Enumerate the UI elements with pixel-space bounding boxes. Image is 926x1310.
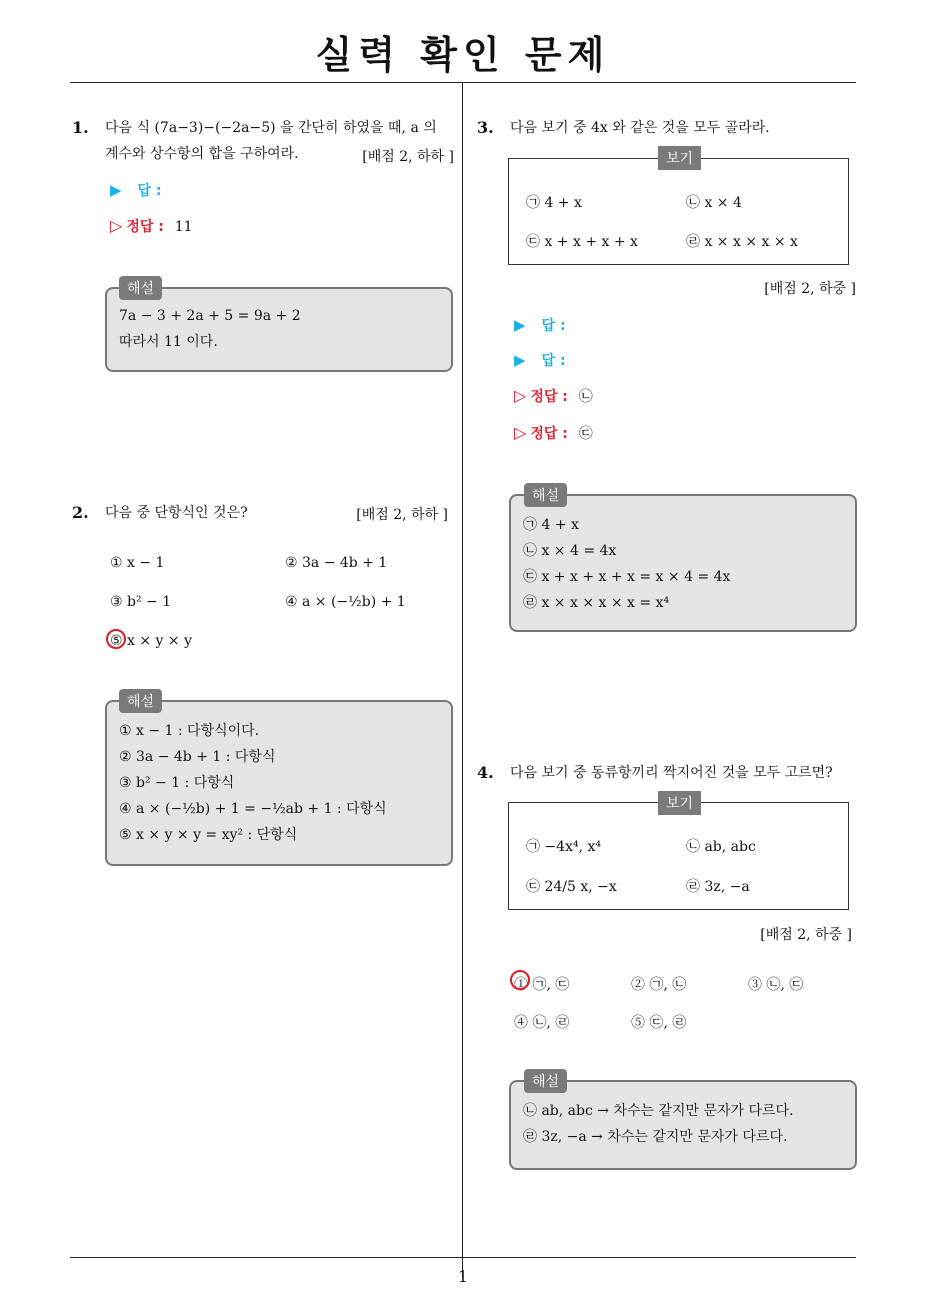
expl-line: ㉡ ab, abc → 차수는 같지만 문자가 다르다.: [523, 1103, 794, 1119]
correct-value: 11: [174, 219, 193, 235]
expl-line: ㉢ x + x + x + x = x × 4 = 4x: [523, 569, 731, 585]
triangle-outline-icon: ▷: [514, 423, 527, 442]
q2-option-3[interactable]: ③ b² − 1: [110, 594, 172, 610]
q3-answer-row-2[interactable]: [514, 350, 566, 370]
q3-answer-row-1[interactable]: [514, 315, 566, 335]
expl-line: ② 3a − 4b + 1 : 다항식: [119, 749, 276, 765]
q3-bogi-item: ㉢ x + x + x + x: [526, 234, 638, 250]
play-icon: ▶: [110, 181, 122, 199]
top-rule: [70, 82, 856, 83]
answer-label: 답 :: [137, 183, 162, 199]
expl-line: ㉣ 3z, −a → 차수는 같지만 문자가 다르다.: [523, 1129, 788, 1145]
selected-answer-circle: [106, 629, 126, 649]
triangle-outline-icon: ▷: [514, 386, 527, 405]
q4-option-4[interactable]: ④ ㉡, ㉣: [514, 1015, 570, 1031]
expl-line: 따라서 11 이다.: [119, 334, 218, 350]
q3-correct-row-2: [514, 423, 593, 443]
q4-text: 다음 보기 중 동류항끼리 짝지어진 것을 모두 고르면?: [510, 765, 833, 781]
q1-text-line2: 계수와 상수항의 합을 구하여라.: [105, 146, 299, 162]
q2-explanation-tag: 해설: [119, 689, 162, 713]
q3-bogi-tag: 보기: [658, 146, 701, 170]
answer-label: 답 :: [541, 353, 566, 369]
q1-explanation-content: [119, 303, 301, 355]
q2-option-5[interactable]: ⑤ x × y × y: [110, 633, 192, 649]
expl-line: 7a − 3 + 2a + 5 = 9a + 2: [119, 308, 301, 324]
expl-line: ④ a × (−½b) + 1 = −½ab + 1 : 다항식: [119, 801, 387, 817]
expl-line: ① x − 1 : 다항식이다.: [119, 723, 260, 739]
q3-bogi-item: ㉡ x × 4: [686, 195, 742, 211]
column-divider: [462, 83, 463, 1277]
q1-score: [배점 2, 하하 ]: [362, 149, 454, 165]
q3-correct-row-1: [514, 386, 593, 406]
q4-bogi-item: ㉠ −4x⁴, x⁴: [526, 839, 602, 855]
answer-label: 답 :: [541, 318, 566, 334]
q4-option-5[interactable]: ⑤ ㉢, ㉣: [631, 1015, 687, 1031]
page-number: 1: [457, 1267, 469, 1286]
q2-explanation-content: [119, 718, 387, 848]
page-title: 실력 확인 문제: [315, 33, 611, 77]
q3-text: 다음 보기 중 4x 와 같은 것을 모두 골라라.: [510, 120, 770, 136]
triangle-outline-icon: ▷: [110, 216, 123, 235]
q3-number: 3.: [477, 118, 494, 137]
q4-explanation-content: [523, 1098, 794, 1150]
expl-line: ㉣ x × x × x × x = x⁴: [523, 595, 670, 611]
q4-option-2[interactable]: ② ㉠, ㉡: [631, 977, 687, 993]
q4-bogi-item: ㉡ ab, abc: [686, 839, 756, 855]
q1-number: 1.: [72, 118, 89, 137]
q2-number: 2.: [72, 503, 89, 522]
q4-number: 4.: [477, 763, 494, 782]
q4-option-3[interactable]: ③ ㉡, ㉢: [748, 977, 804, 993]
q3-score: [배점 2, 하중 ]: [764, 281, 856, 297]
q1-answer-row[interactable]: [110, 180, 162, 200]
correct-label: 정답 :: [530, 389, 568, 405]
q2-option-4[interactable]: ④ a × (−½b) + 1: [285, 594, 406, 610]
q3-explanation-content: [523, 512, 730, 616]
correct-label: 정답 :: [126, 219, 164, 235]
q4-score: [배점 2, 하중 ]: [760, 927, 852, 943]
q2-text: 다음 중 단항식인 것은?: [105, 505, 248, 521]
q2-option-2[interactable]: ② 3a − 4b + 1: [285, 555, 388, 571]
q4-bogi-item: ㉣ 3z, −a: [686, 879, 750, 895]
bottom-rule: [70, 1257, 856, 1258]
q4-bogi-tag: 보기: [658, 791, 701, 815]
q3-bogi-item: ㉣ x × x × x × x: [686, 234, 798, 250]
play-icon: ▶: [514, 316, 526, 334]
correct-label: 정답 :: [530, 426, 568, 442]
expl-line: ⑤ x × y × y = xy² : 단항식: [119, 827, 298, 843]
correct-value: ㉢: [578, 426, 593, 442]
expl-line: ㉡ x × 4 = 4x: [523, 543, 617, 559]
q4-option-1[interactable]: ① ㉠, ㉢: [514, 977, 570, 993]
correct-value: ㉡: [578, 389, 593, 405]
q4-explanation-tag: 해설: [524, 1069, 567, 1093]
selected-answer-circle: [510, 970, 530, 990]
q3-bogi-item: ㉠ 4 + x: [526, 195, 582, 211]
play-icon: ▶: [514, 351, 526, 369]
q4-bogi-item: ㉢ 24/5 x, −x: [526, 879, 617, 895]
q2-score: [배점 2, 하하 ]: [356, 507, 448, 523]
q3-explanation-tag: 해설: [524, 483, 567, 507]
q2-option-1[interactable]: ① x − 1: [110, 555, 165, 571]
q1-correct-row: [110, 216, 193, 236]
q1-text-line1: 다음 식 (7a−3)−(−2a−5) 을 간단히 하였을 때, a 의: [105, 120, 437, 136]
expl-line: ③ b² − 1 : 다항식: [119, 775, 235, 791]
q1-explanation-tag: 해설: [119, 276, 162, 300]
expl-line: ㉠ 4 + x: [523, 517, 579, 533]
